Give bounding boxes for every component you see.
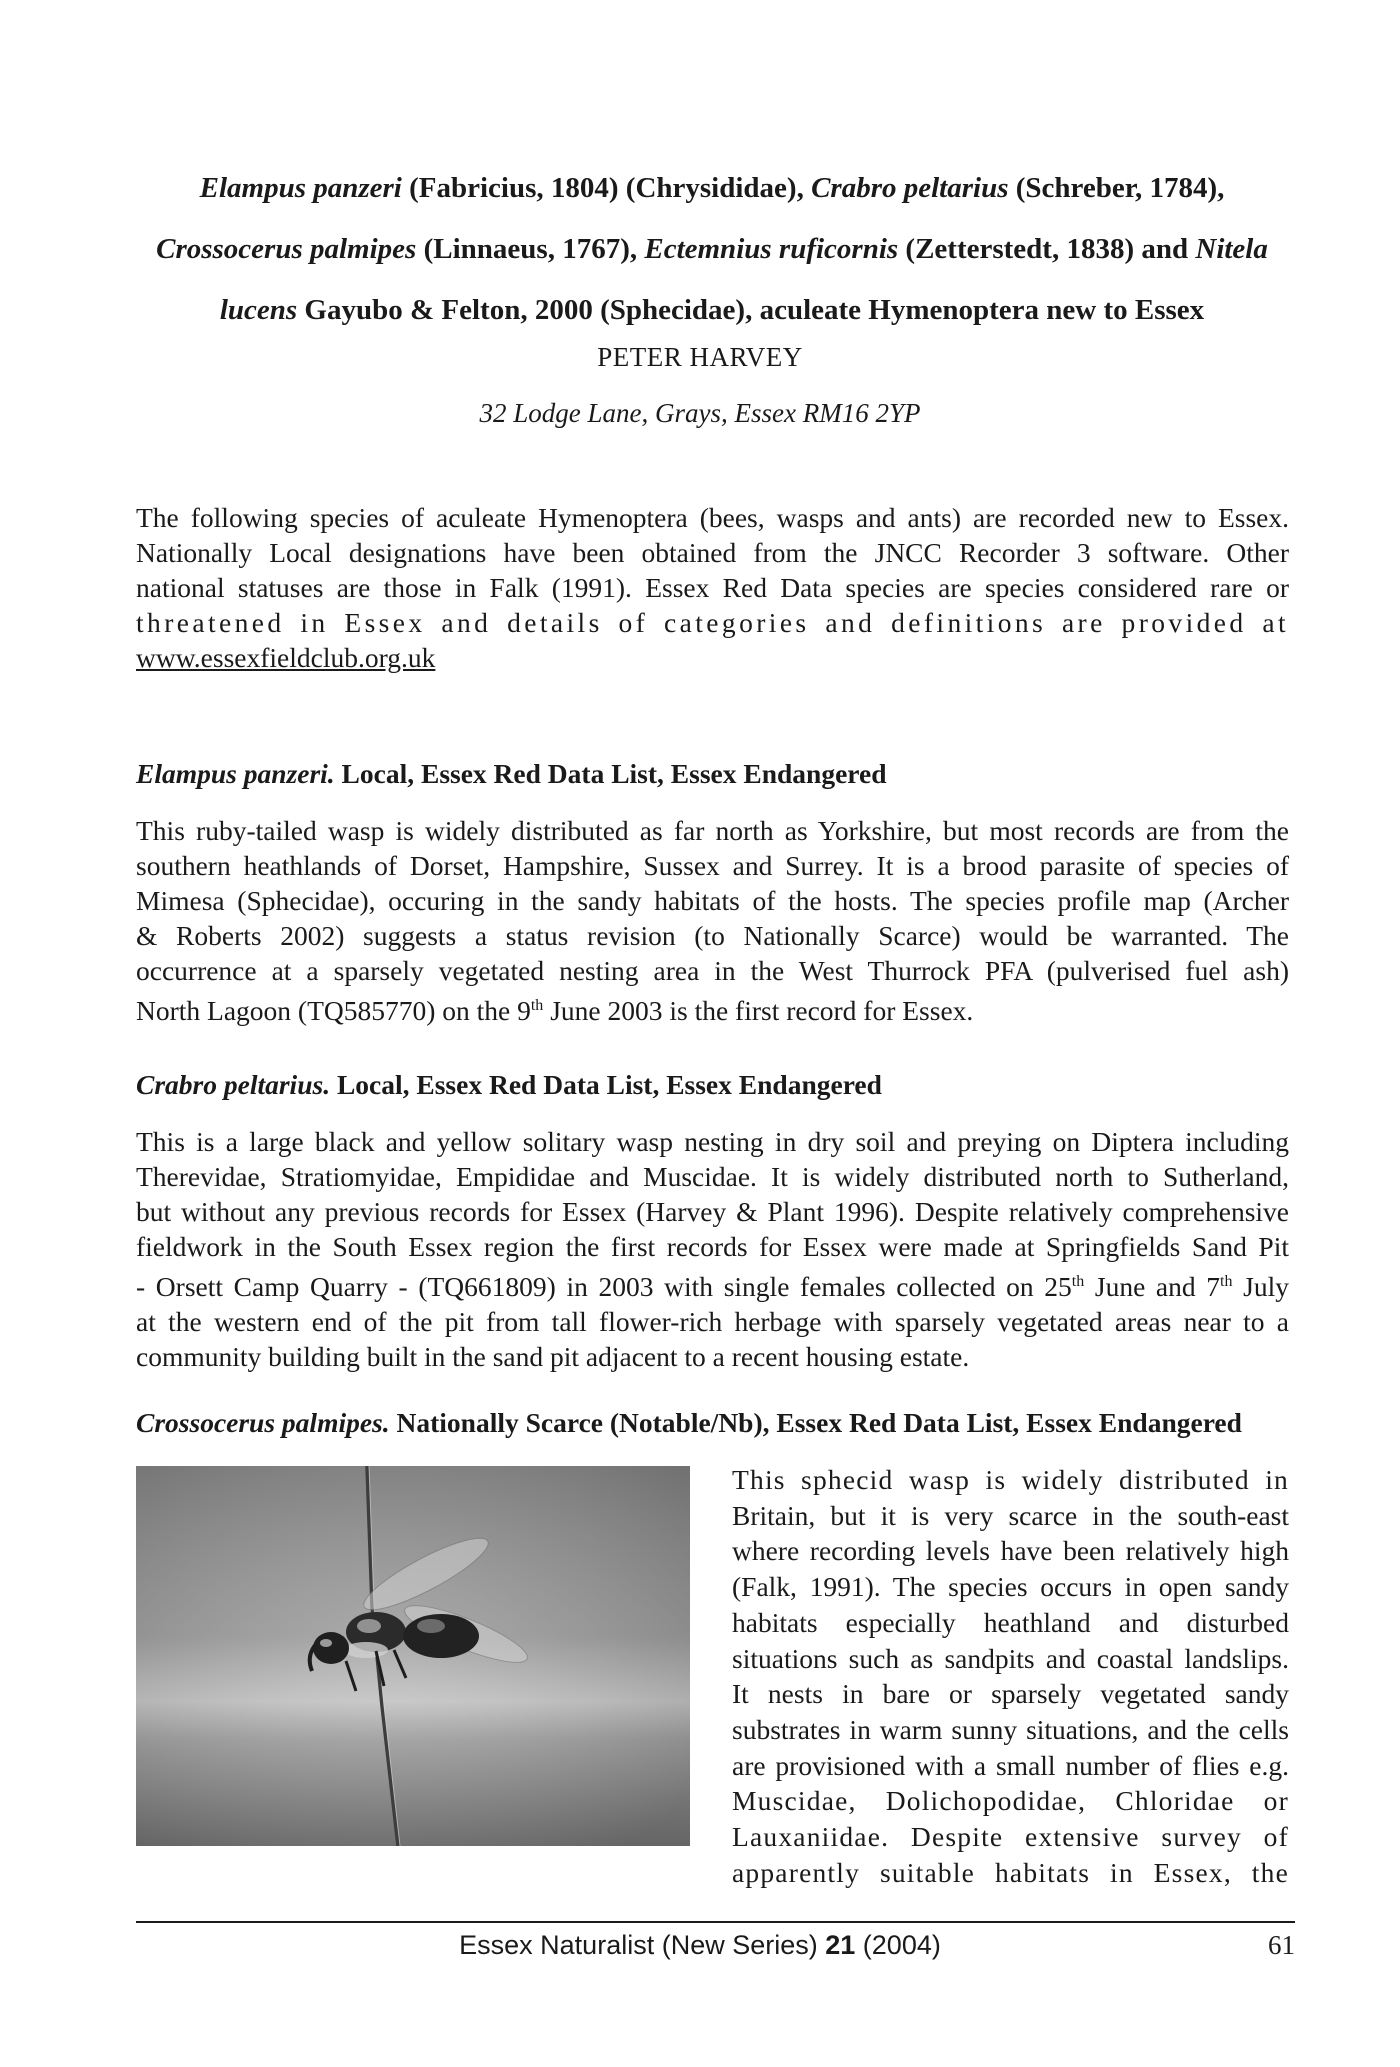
- section-body-crossocerus: This sphecid wasp is widely distributed in Britain, but it is very scarce in the south-east where recording levels have been relatively high (Falk, 1991). The species occurs in open sandy habitats especially heathland and disturbed situations such as sandpits and coastal landslips. It nests in bare or sparsely vegetated sandy substrates in warm sunny situations, and the cells are provisioned with a small number of flies e.g. Muscidae, Dolichopodidae, Chloridae or Lauxaniidae. Despite extensive survey of apparently suitable habitats in Essex, the: [732, 1464, 1289, 1888]
- article-title: [136, 158, 1288, 341]
- intro-paragraph: The following species of aculeate Hymenoptera (bees, wasps and ants) are recorded new to Essex. Nationally Local designations have been obtained from the JNCC Recorder 3 software. Other national statuses are those in Falk (1991). Essex Red Data species are species considered rare or threatened in Essex and details of categories and definitions are provided at www.essexfieldclub.org.uk: [136, 502, 1289, 673]
- wasp-photo-drawing: [136, 1466, 690, 1846]
- footer-rule: [136, 1921, 1295, 1923]
- section-body-crabro: This is a large black and yellow solitary wasp nesting in dry soil and preying on Diptera including Therevidae, Stratiomyidae, Empididae and Muscidae. It is widely distributed north to Sutherland, but without any previous records for Essex (Harvey & Plant 1996). Despite relatively comprehensive fieldwork in the South Essex region the first records for Essex were made at Springfields Sand Pit - Orsett Camp Quarry - (TQ661809) in 2003 with single females collected on 25th June and 7th July at the western end of the pit from tall flower-rich herbage with sparsely vegetated areas near to a community building built in the sand pit adjacent to a recent housing estate.: [136, 1126, 1289, 1373]
- section-heading-crabro: Crabro peltarius. Local, Essex Red Data List, Essex Endangered: [136, 1069, 882, 1100]
- wasp-photo: [136, 1466, 690, 1846]
- author-name: PETER HARVEY: [597, 342, 803, 372]
- section-heading-crossocerus: Crossocerus palmipes. Nationally Scarce (Notable/Nb), Essex Red Data List, Essex Endangered: [136, 1407, 1242, 1438]
- author-address: 32 Lodge Lane, Grays, Essex RM16 2YP: [479, 398, 921, 428]
- title-line-3: lucens Gayubo & Felton, 2000 (Sphecidae), aculeate Hymenoptera new to Essex: [219, 294, 1205, 326]
- page-number: 61: [1268, 1930, 1295, 1960]
- title-line-2: Crossocerus palmipes (Linnaeus, 1767), Ectemnius ruficornis (Zetterstedt, 1838) and Nitela: [156, 233, 1268, 265]
- section-body-elampus: This ruby-tailed wasp is widely distributed as far north as Yorkshire, but most records are from the southern heathlands of Dorset, Hampshire, Sussex and Surrey. It is a brood parasite of species of Mimesa (Sphecidae), occuring in the sandy habitats of the hosts. The species profile map (Archer & Roberts 2002) suggests a status revision (to Nationally Scarce) would be warranted. The occurrence at a sparsely vegetated nesting area in the West Thurrock PFA (pulverised fuel ash) North Lagoon (TQ585770) on the 9th June 2003 is the first record for Essex.: [136, 815, 1289, 1027]
- section-heading-elampus: Elampus panzeri. Local, Essex Red Data List, Essex Endangered: [136, 758, 887, 789]
- essex-field-club-link[interactable]: www.essexfieldclub.org.uk: [136, 642, 436, 673]
- journal-footer: Essex Naturalist (New Series) 21 (2004): [459, 1930, 941, 1960]
- title-line-1: Elampus panzeri (Fabricius, 1804) (Chrysididae), Crabro peltarius (Schreber, 1784),: [199, 172, 1225, 204]
